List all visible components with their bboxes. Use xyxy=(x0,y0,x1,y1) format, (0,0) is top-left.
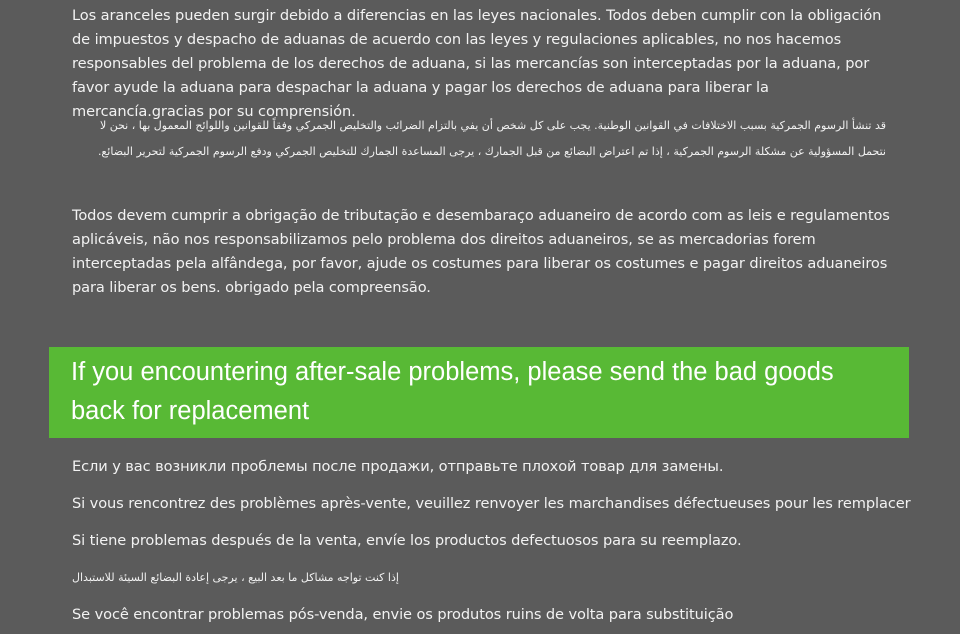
aftersale-note-french: Si vous rencontrez des problèmes après-vente, veuillez renvoyer les marchandises défectueuses pour les remplacer xyxy=(72,495,911,512)
aftersale-banner-text: If you encountering after-sale problems, please send the bad goods back for replacement xyxy=(71,358,834,425)
customs-notice-portuguese: Todos devem cumprir a obrigação de tributação e desembaraço aduaneiro de acordo com as leis e regulamentos aplicáveis, não nos responsabilizamos pelo problema dos direitos aduaneiros, se as mercadorias forem interceptadas pela alfândega, por favor, ajude os costumes para liberar os costumes e pagar direitos aduaneiros para liberar os bens. obrigado pela compreensão. xyxy=(72,207,890,296)
aftersale-note-portuguese: Se você encontrar problemas pós-venda, envie os produtos ruins de volta para substituição xyxy=(72,606,734,623)
customs-notice-arabic: قد تنشأ الرسوم الجمركية بسبب الاختلافات في القوانين الوطنية. يجب على كل شخص أن يفي بالتزام الضرائب والتخليص الجمركي وفقاً للقوانين واللوائح المعمول بها ، نحن لا نتحمل المسؤولية عن مشكلة الرسوم الجمركية ، إذا تم اعتراض البضائع من قبل الجمارك ، يرجى المساعدة الجمارك للتخليص الجمركي ودفع الرسوم الجمركية لتحرير البضائع. xyxy=(97,119,886,158)
aftersale-banner xyxy=(49,347,909,438)
customs-notice-spanish: Los aranceles pueden surgir debido a diferencias en las leyes nacionales. Todos deben cumplir con la obligación de impuestos y despacho de aduanas de acuerdo con las leyes y regulaciones aplicables, no nos hacemos responsables del problema de los derechos de aduana, si las mercancías son interceptadas por la aduana, por favor ayude la aduana para despachar la aduana y pagar los derechos de aduana para liberar la mercancía.gracias por su comprensión. xyxy=(72,7,882,120)
aftersale-note-spanish: Si tiene problemas después de la venta, envíe los productos defectuosos para su reemplazo. xyxy=(72,532,742,549)
aftersale-note-russian: Если у вас возникли проблемы после продажи, отправьте плохой товар для замены. xyxy=(72,458,724,475)
aftersale-note-arabic: إذا كنت تواجه مشاكل ما بعد البيع ، يرجى إعادة البضائع السيئة للاستبدال xyxy=(72,571,399,584)
